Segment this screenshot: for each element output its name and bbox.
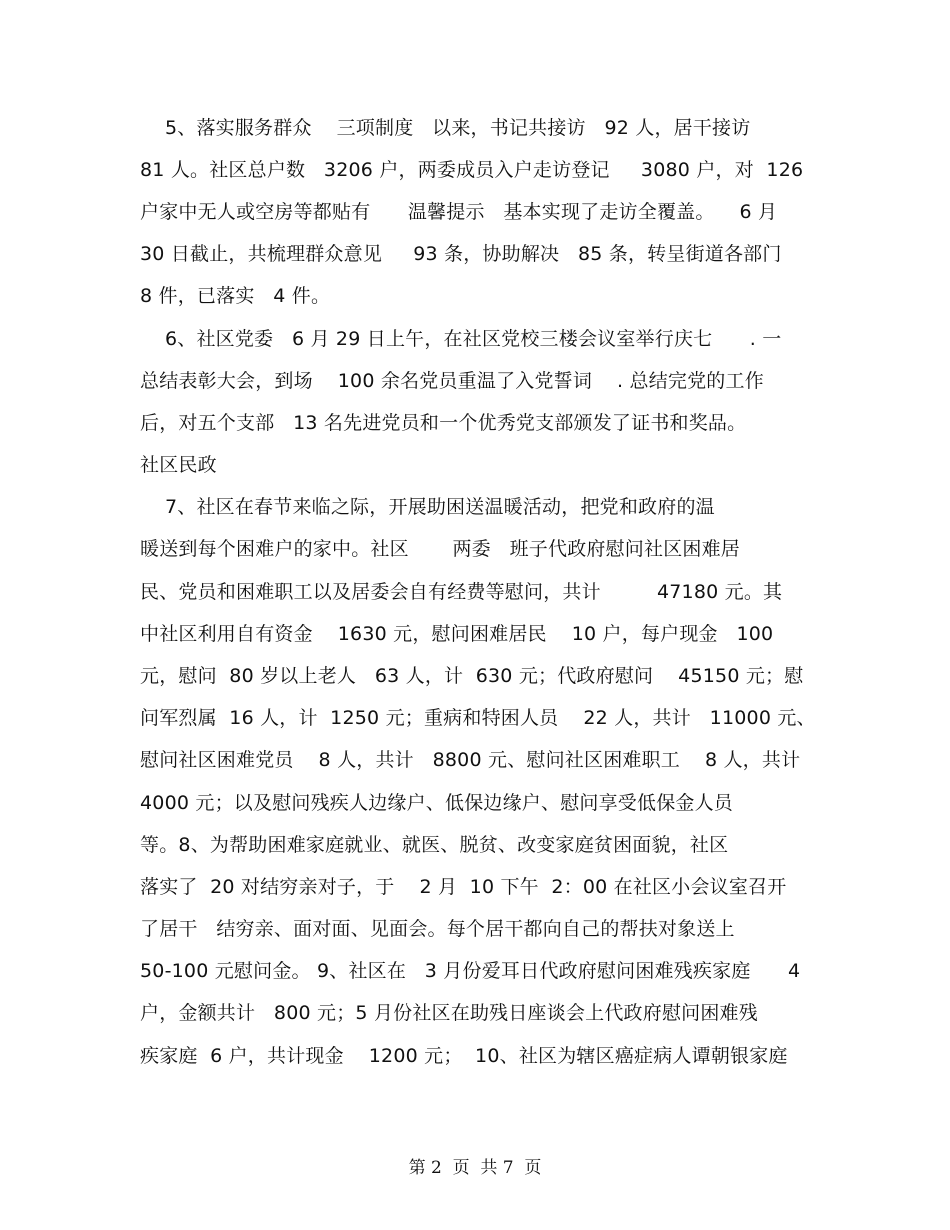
text-line-13: 中社区利用自有资金 1630 元，慰问困难居民 10 户，每户现金 100	[140, 623, 774, 645]
text-line-21: 50-100 元慰问金。 9、社区在 3 月份爱耳日代政府慰问困难残疾家庭 4	[140, 960, 801, 982]
text-line-14: 元，慰问 80 岁以上老人 63 人，计 630 元；代政府慰问 45150 元；慰	[140, 665, 804, 687]
text-line-18: 等。8、为帮助困难家庭就业、就医、脱贫、改变家庭贫困面貌，社区	[140, 834, 729, 856]
text-line-8: 后，对五个支部 13 名先进党员和一个优秀党支部颁发了证书和奖品。	[140, 412, 747, 434]
text-line-4: 30 日截止，共梳理群众意见 93 条，协助解决 85 条，转呈街道各部门	[140, 243, 782, 265]
text-line-11: 暖送到每个困难户的家中。社区 两委 班子代政府慰问社区困难居	[140, 538, 740, 560]
text-line-20: 了居干 结穷亲、面对面、见面会。每个居干都向自己的帮扶对象送上	[140, 918, 735, 940]
text-line-10: 7、社区在春节来临之际，开展助困送温暖活动，把党和政府的温	[140, 496, 715, 518]
text-line-17: 4000 元；以及慰问残疾人边缘户、低保边缘户、慰问享受低保金人员	[140, 792, 733, 814]
text-line-2: 81 人。社区总户数 3206 户，两委成员入户走访登记 3080 户，对 126	[140, 159, 804, 181]
text-line-5: 8 件，已落实 4 件。	[140, 285, 331, 307]
section-heading: 社区民政	[140, 454, 217, 476]
text-line-7: 总结表彰大会，到场 100 余名党员重温了入党誓词 . 总结完党的工作	[140, 370, 764, 392]
text-line-12: 民、党员和困难职工以及居委会自有经费等慰问，共计 47180 元。其	[140, 581, 783, 603]
text-line-6: 6、社区党委 6 月 29 日上午，在社区党校三楼会议室举行庆七 . 一	[140, 328, 782, 350]
text-line-15: 问军烈属 16 人，计 1250 元；重病和特困人员 22 人，共计 11000 元、	[140, 707, 816, 729]
text-line-19: 落实了 20 对结穷亲对子，于 2 月 10 下午 2：00 在社区小会议室召开	[140, 876, 787, 898]
text-line-3: 户家中无人或空房等都贴有 温馨提示 基本实现了走访全覆盖。 6 月	[140, 201, 778, 223]
text-line-1: 5、落实服务群众 三项制度 以来，书记共接访 92 人，居干接访	[140, 117, 751, 139]
text-line-23: 疾家庭 6 户，共计现金 1200 元； 10、社区为辖区癌症病人谭朝银家庭	[140, 1045, 788, 1067]
page-number-footer: 第 2 页 共 7 页	[408, 1158, 542, 1178]
text-line-16: 慰问社区困难党员 8 人，共计 8800 元、慰问社区困难职工 8 人，共计	[140, 749, 801, 771]
text-line-22: 户，金额共计 800 元；5 月份社区在助残日座谈会上代政府慰问困难残	[140, 1002, 758, 1024]
